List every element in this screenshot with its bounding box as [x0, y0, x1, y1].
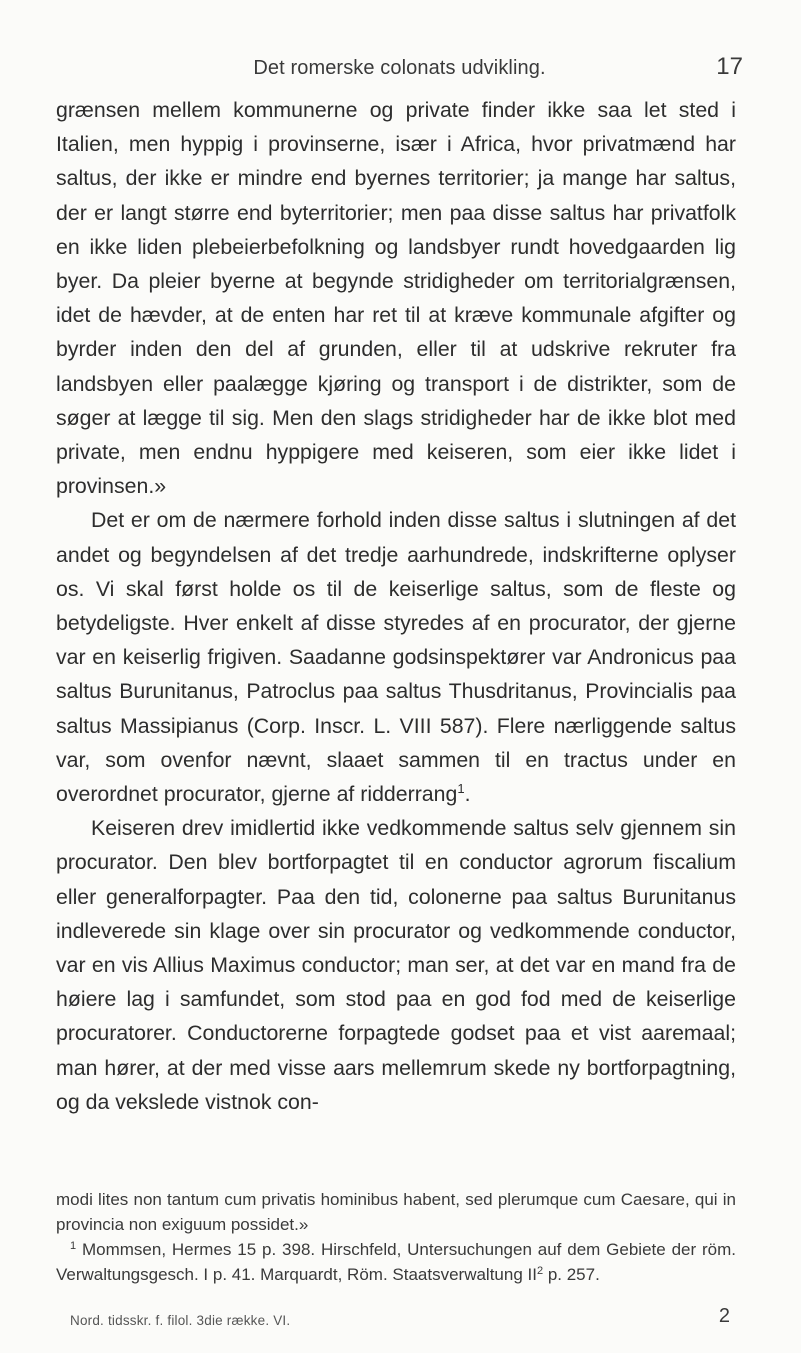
paragraph-text: grænsen mellem kommunerne og private finder ikke saa let sted i Italien, men hyppig i provinserne, især i Africa, hvor privatmænd har saltus, der ikke er mindre end byernes territorier; ja mange har saltus, der er langt større end byterritorier; men paa disse saltus har privatfolk en ikke liden plebeierbefolkning og landsbyer rundt hovedgaarden lig byer. Da pleier byerne at begynde stridigheder om territorialgrænsen, idet de hævder, at de enten har ret til at kræve kommunale afgifter og byrder inden den del af grunden, eller til at udskrive rekruter fra landsbyen eller paalægge kjøring og transport i de distrikter, som de søger at lægge til sig. Men den slags stridigheder har de ikke blot med private, men endnu hyppigere med keiseren, som eier ikke lidet i provinsen.»: [56, 98, 736, 499]
running-title: Det romerske colonats udvikling.: [253, 57, 546, 79]
footnote-tail: p. 257.: [543, 1265, 600, 1284]
paragraph-continuation: [56, 93, 736, 503]
page-number: 17: [716, 53, 743, 80]
footnote-text: Mommsen, Hermes 15 p. 398. Hirschfeld, Untersuchungen auf dem Gebiete der röm. Verwaltungsgesch. I p. 41. Marquardt, Röm. Staatsverwaltung II: [56, 1240, 736, 1284]
paragraph-saltus-procurators: [56, 503, 736, 811]
footnote-text: modi lites non tantum cum privatis hominibus habent, sed plerumque cum Caesare, qui in provincia non exiguum possidet.»: [56, 1190, 736, 1234]
footnote-continuation: [56, 1187, 736, 1237]
paragraph-text: Det er om de nærmere forhold inden disse saltus i slutningen af det andet og begyndelsen af det tredje aarhundrede, indskrifterne oplyser os. Vi skal først holde os til de keiserlige saltus, som de fleste og betydeligste. Hver enkelt af disse styredes af en procurator, der gjerne var en keiserlig frigiven. Saadanne godsinspektører var Andronicus paa saltus Burunitanus, Patroclus paa saltus Thusdritanus, Provincialis paa saltus Massipianus (Corp. Inscr. L. VIII 587). Flere nærliggende saltus var, som ovenfor nævnt, slaaet sammen til en tractus under en overordnet procurator, gjerne af ridderrang: [56, 508, 736, 807]
sheet-number: 2: [718, 1305, 730, 1327]
paragraph-text: Keiseren drev imidlertid ikke vedkommende saltus selv gjennem sin procurator. Den blev bortforpagtet til en conductor agrorum fiscalium eller generalforpagter. Paa den tid, colonerne paa saltus Burunitanus indleverede sin klage over sin procurator og vedkommende conductor, var en vis Allius Maximus conductor; man ser, at det var en mand fra de høiere lag i samfundet, som stod paa en god fod med de keiserlige procuratorer. Conductorerne forpagtede godset paa et vist aaremaal; man hører, at der med visse aars mellemrum skede ny bortforpagtning, og da vekslede vistnok con-: [56, 816, 736, 1114]
paragraph-conductor: [56, 811, 736, 1119]
body-text: [56, 93, 736, 1119]
page-header: [56, 53, 743, 87]
paragraph-tail: .: [464, 782, 471, 807]
footnote-reference: 1: [457, 781, 465, 797]
edition-superscript: 2: [536, 1265, 544, 1277]
journal-signature: Nord. tidsskr. f. filol. 3die række. VI.: [70, 1313, 291, 1328]
footnotes: [56, 1187, 736, 1287]
footnote-1: [56, 1237, 736, 1287]
footnote-marker: 1: [70, 1240, 77, 1252]
